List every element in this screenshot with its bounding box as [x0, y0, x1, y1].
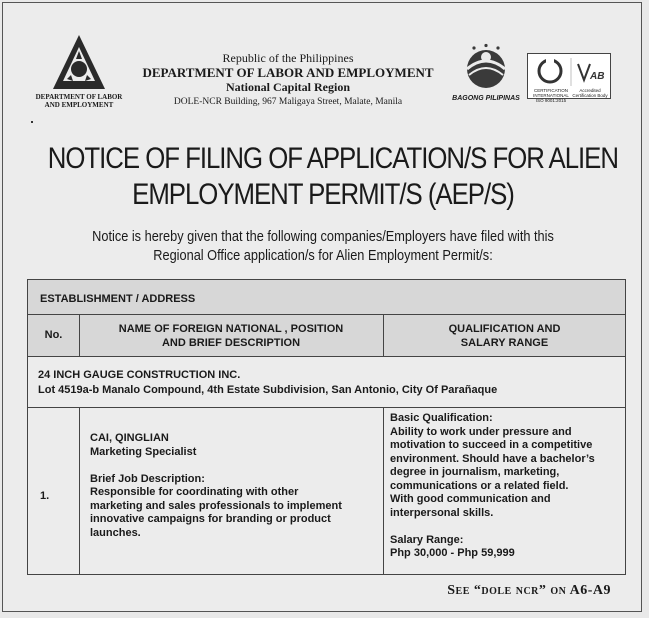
dole-triangle-icon	[51, 33, 107, 91]
bagong-pilipinas-caption: BAGONG PILIPINAS	[452, 95, 520, 102]
brief-description: Responsible for coordinating with other marketing and sales professionals to implement innovative campaigns for branding or product launches.	[90, 486, 342, 539]
column-divider	[383, 408, 384, 574]
qualification-cell	[390, 412, 622, 561]
cert-caption-left: CERTIFICATION INTERNATIONAL ISO 9001:2015	[533, 88, 569, 103]
letterhead	[3, 3, 643, 123]
entry-number: 1.	[40, 490, 50, 502]
establishment-header: ESTABLISHMENT / ADDRESS	[40, 293, 196, 305]
company-name: 24 INCH GAUGE CONSTRUCTION INC.	[38, 369, 241, 381]
qualification-label: Basic Qualification:	[390, 412, 493, 424]
company-row	[28, 357, 625, 408]
establishment-header-row	[28, 280, 625, 315]
notice-title: NOTICE OF FILING OF APPLICATION/S FOR ALIEN EMPLOYMENT PERMIT/S (AEP/S)	[47, 142, 618, 211]
see-more-reference: See “dole ncr” on A6-A9	[447, 583, 611, 598]
office-address: DOLE-NCR Building, 967 Maligaya Street, Malate, Manila	[173, 97, 403, 107]
salary-range-label: Salary Range:	[390, 533, 464, 546]
dole-logo-caption: DEPARTMENT OF LABOR AND EMPLOYMENT	[35, 93, 123, 109]
column-header-row	[28, 315, 625, 357]
qualification-text: Ability to work under pressure and motivation to succeed in a competitive environment. Should have a bachelor’s degree in journalism, marketing, communications or a related field. With good communication and interpersonal skills.	[390, 425, 595, 519]
company-address: Lot 4519a-b Manalo Compound, 4th Estate Subdivision, San Antonio, City Of Parañaque	[38, 384, 498, 396]
letterhead-text	[123, 51, 453, 109]
decorative-dot	[31, 121, 33, 123]
table-row	[28, 408, 625, 574]
bagong-pilipinas-logo	[451, 43, 521, 102]
foreign-national-name: CAI, QINGLIAN	[90, 432, 169, 444]
col-header-qualification: QUALIFICATION AND SALARY RANGE	[448, 323, 561, 349]
svg-text:AB: AB	[590, 71, 605, 82]
certification-seal-icon	[528, 54, 610, 88]
republic-line: Republic of the Philippines	[222, 51, 354, 65]
region-name: National Capital Region	[225, 80, 350, 94]
brief-description-label: Brief Job Description:	[90, 472, 205, 485]
salary-range: Php 30,000 - Php 59,999	[390, 547, 515, 559]
department-name: DEPARTMENT OF LABOR AND EMPLOYMENT	[142, 65, 434, 80]
notice-intro: Notice is hereby given that the following companies/Employers have filed with this Regional Office application/s for Alien Employment Permit/s:	[92, 229, 554, 264]
iso-certification-logo	[527, 53, 611, 103]
notice-page	[2, 2, 642, 612]
position: Marketing Specialist	[90, 445, 197, 458]
entry-number-cell	[28, 408, 80, 574]
dole-logo	[33, 33, 125, 123]
aep-table	[27, 279, 626, 575]
col-header-no: No.	[28, 315, 80, 356]
company-info	[38, 368, 497, 398]
col-header-name: NAME OF FOREIGN NATIONAL , POSITION AND BRIEF DESCRIPTION	[118, 323, 344, 349]
bagong-pilipinas-emblem-icon	[458, 43, 514, 89]
cert-caption-right: Accredited Certification Body	[572, 88, 608, 98]
foreign-national-cell	[90, 432, 380, 540]
